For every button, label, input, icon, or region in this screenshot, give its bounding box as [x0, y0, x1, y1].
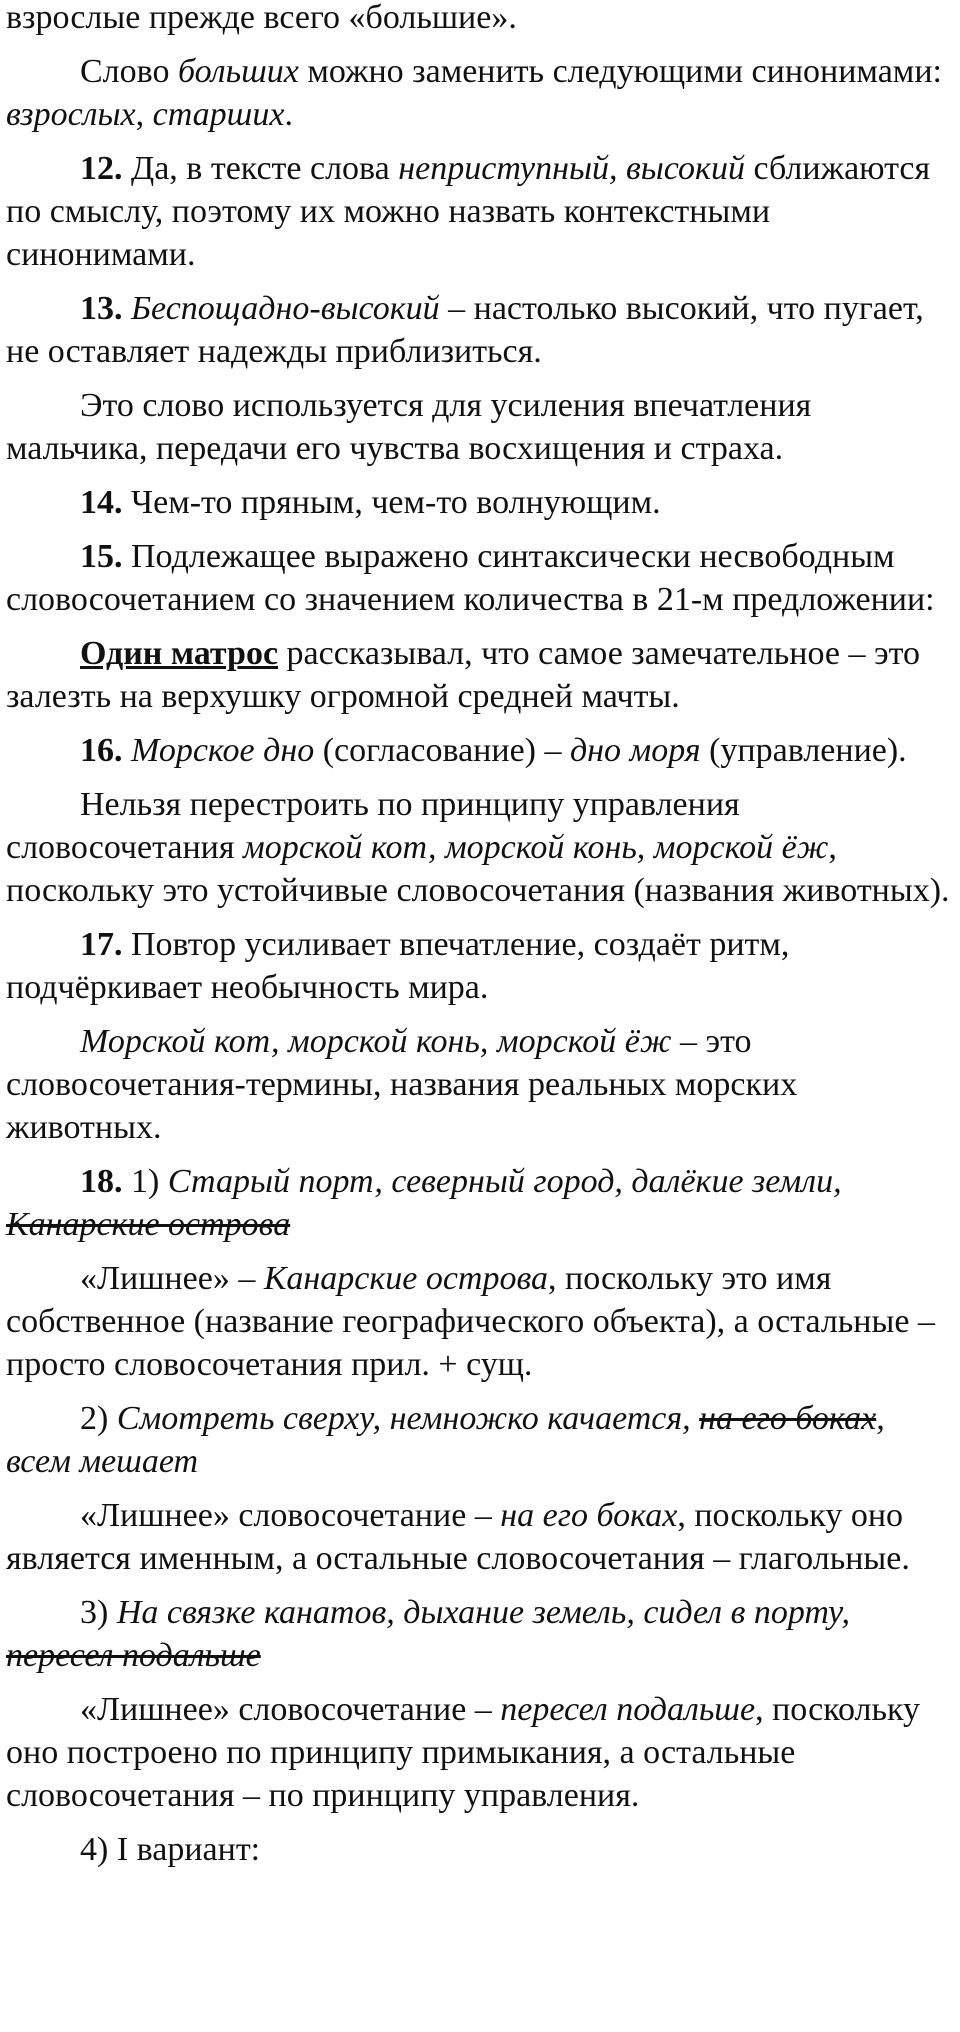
text: .	[284, 96, 293, 133]
answer-number: 14.	[80, 484, 123, 521]
answer-18-part-2-explanation	[6, 1494, 956, 1580]
text: «Лишнее» словосочетание –	[80, 1497, 501, 1534]
italic-phrase: Смотреть сверху, немножко качается,	[116, 1400, 700, 1437]
answer-12	[6, 147, 956, 276]
italic-phrase: морской кот, морской конь, морской ёж	[243, 829, 829, 866]
text: Да, в тексте слова	[122, 150, 399, 187]
answer-18-part-4: 4) I вариант:	[80, 1831, 261, 1868]
paragraph-continuation: взрослые прежде всего «большие».	[6, 0, 517, 36]
text: , поскольку это имя собственное (название географического объекта), а остальные – просто словосочетания прил. + сущ.	[6, 1260, 935, 1383]
strikethrough-phrase: пересел подальше	[6, 1637, 261, 1674]
underlined-subject: Один матрос	[80, 635, 279, 672]
answer-17	[6, 923, 956, 1009]
text: , поскольку это устойчивые словосочетания (названия животных).	[6, 829, 950, 909]
text: (управление).	[700, 732, 907, 769]
italic-phrase: дно моря	[569, 732, 701, 769]
answer-18-part-2	[6, 1397, 956, 1483]
text: «Лишнее» словосочетание –	[80, 1691, 501, 1728]
text: 3)	[80, 1594, 117, 1631]
answer-number: 15.	[80, 538, 123, 575]
italic-phrase: На связке канатов, дыхание земель, сидел в порту,	[116, 1594, 851, 1631]
italic-word: Беспощадно-высокий	[131, 290, 440, 327]
text: «Лишнее» –	[80, 1260, 264, 1297]
answer-18-part-1	[6, 1160, 956, 1246]
answer-number: 13.	[80, 290, 123, 327]
answer-15	[6, 535, 956, 621]
answer-number: 12.	[80, 150, 123, 187]
answer-17-explanation	[6, 1020, 956, 1149]
text: (согласование) –	[314, 732, 570, 769]
text: , поскольку оно построено по принципу примыкания, а остальные словосочетания – по принципу управления.	[6, 1691, 921, 1814]
italic-word: больших	[177, 53, 299, 90]
italic-phrase: Морской кот, морской конь, морской ёж	[80, 1023, 672, 1060]
text: – настолько высокий, что пугает, не оставляет надежды приблизиться.	[6, 290, 924, 370]
italic-phrase: пересел подальше	[500, 1691, 756, 1728]
text: Подлежащее выражено синтаксически несвободным словосочетанием со значением количества в 21-м предложении:	[6, 538, 935, 618]
text: 2)	[80, 1400, 117, 1437]
text: , поскольку оно является именным, а остальные словосочетания – глагольные.	[6, 1497, 910, 1577]
text: 1)	[122, 1163, 168, 1200]
italic-phrase: , всем мешает	[6, 1400, 885, 1480]
answer-18-part-3-explanation	[6, 1688, 956, 1817]
document-page	[6, 0, 956, 1882]
text: рассказывал, что самое замечательное – это залезть на верхушку огромной средней мачты.	[6, 635, 920, 715]
text: – это словосочетания-термины, названия реальных морских животных.	[6, 1023, 798, 1146]
italic-phrase: Морское дно	[131, 732, 315, 769]
italic-words: неприступный, высокий	[398, 150, 745, 187]
answer-18-part-3	[6, 1591, 956, 1677]
italic-phrase: на его боках	[500, 1497, 678, 1534]
answer-13	[6, 287, 956, 373]
answer-16	[6, 729, 956, 772]
italic-word: старших	[152, 96, 285, 133]
italic-word: взрослых	[6, 96, 136, 133]
answer-number: 18.	[80, 1163, 123, 1200]
answer-14	[6, 481, 956, 524]
strikethrough-phrase: Канарские острова	[6, 1206, 291, 1243]
text	[123, 732, 132, 769]
answer-number: 17.	[80, 926, 123, 963]
paragraph-11-synonyms	[6, 50, 956, 136]
text: Повтор усиливает впечатление, создаёт ритм, подчёркивает необычность мира.	[6, 926, 790, 1006]
text: Нельзя перестроить по принципу управления словосочетания	[6, 786, 740, 866]
text: можно заменить следующими синонимами:	[298, 53, 942, 90]
italic-phrase: Старый порт, северный город, далёкие земли,	[167, 1163, 842, 1200]
text: сближаются по смыслу, поэтому их можно назвать контекстными синонимами.	[6, 150, 931, 273]
answer-number: 16.	[80, 732, 123, 769]
text: Слово	[80, 53, 178, 90]
strikethrough-phrase: на его боках	[699, 1400, 877, 1437]
answer-18-part-1-explanation	[6, 1257, 956, 1386]
answer-16-explanation	[6, 783, 956, 912]
answer-15-example	[6, 632, 956, 718]
text	[123, 290, 132, 327]
italic-phrase: Канарские острова	[263, 1260, 549, 1297]
text: ,	[135, 96, 153, 133]
text: Чем-то пряным, чем-то волнующим.	[122, 484, 661, 521]
answer-13-explanation: Это слово используется для усиления впечатления мальчика, передачи его чувства восхищения и страха.	[6, 387, 812, 467]
